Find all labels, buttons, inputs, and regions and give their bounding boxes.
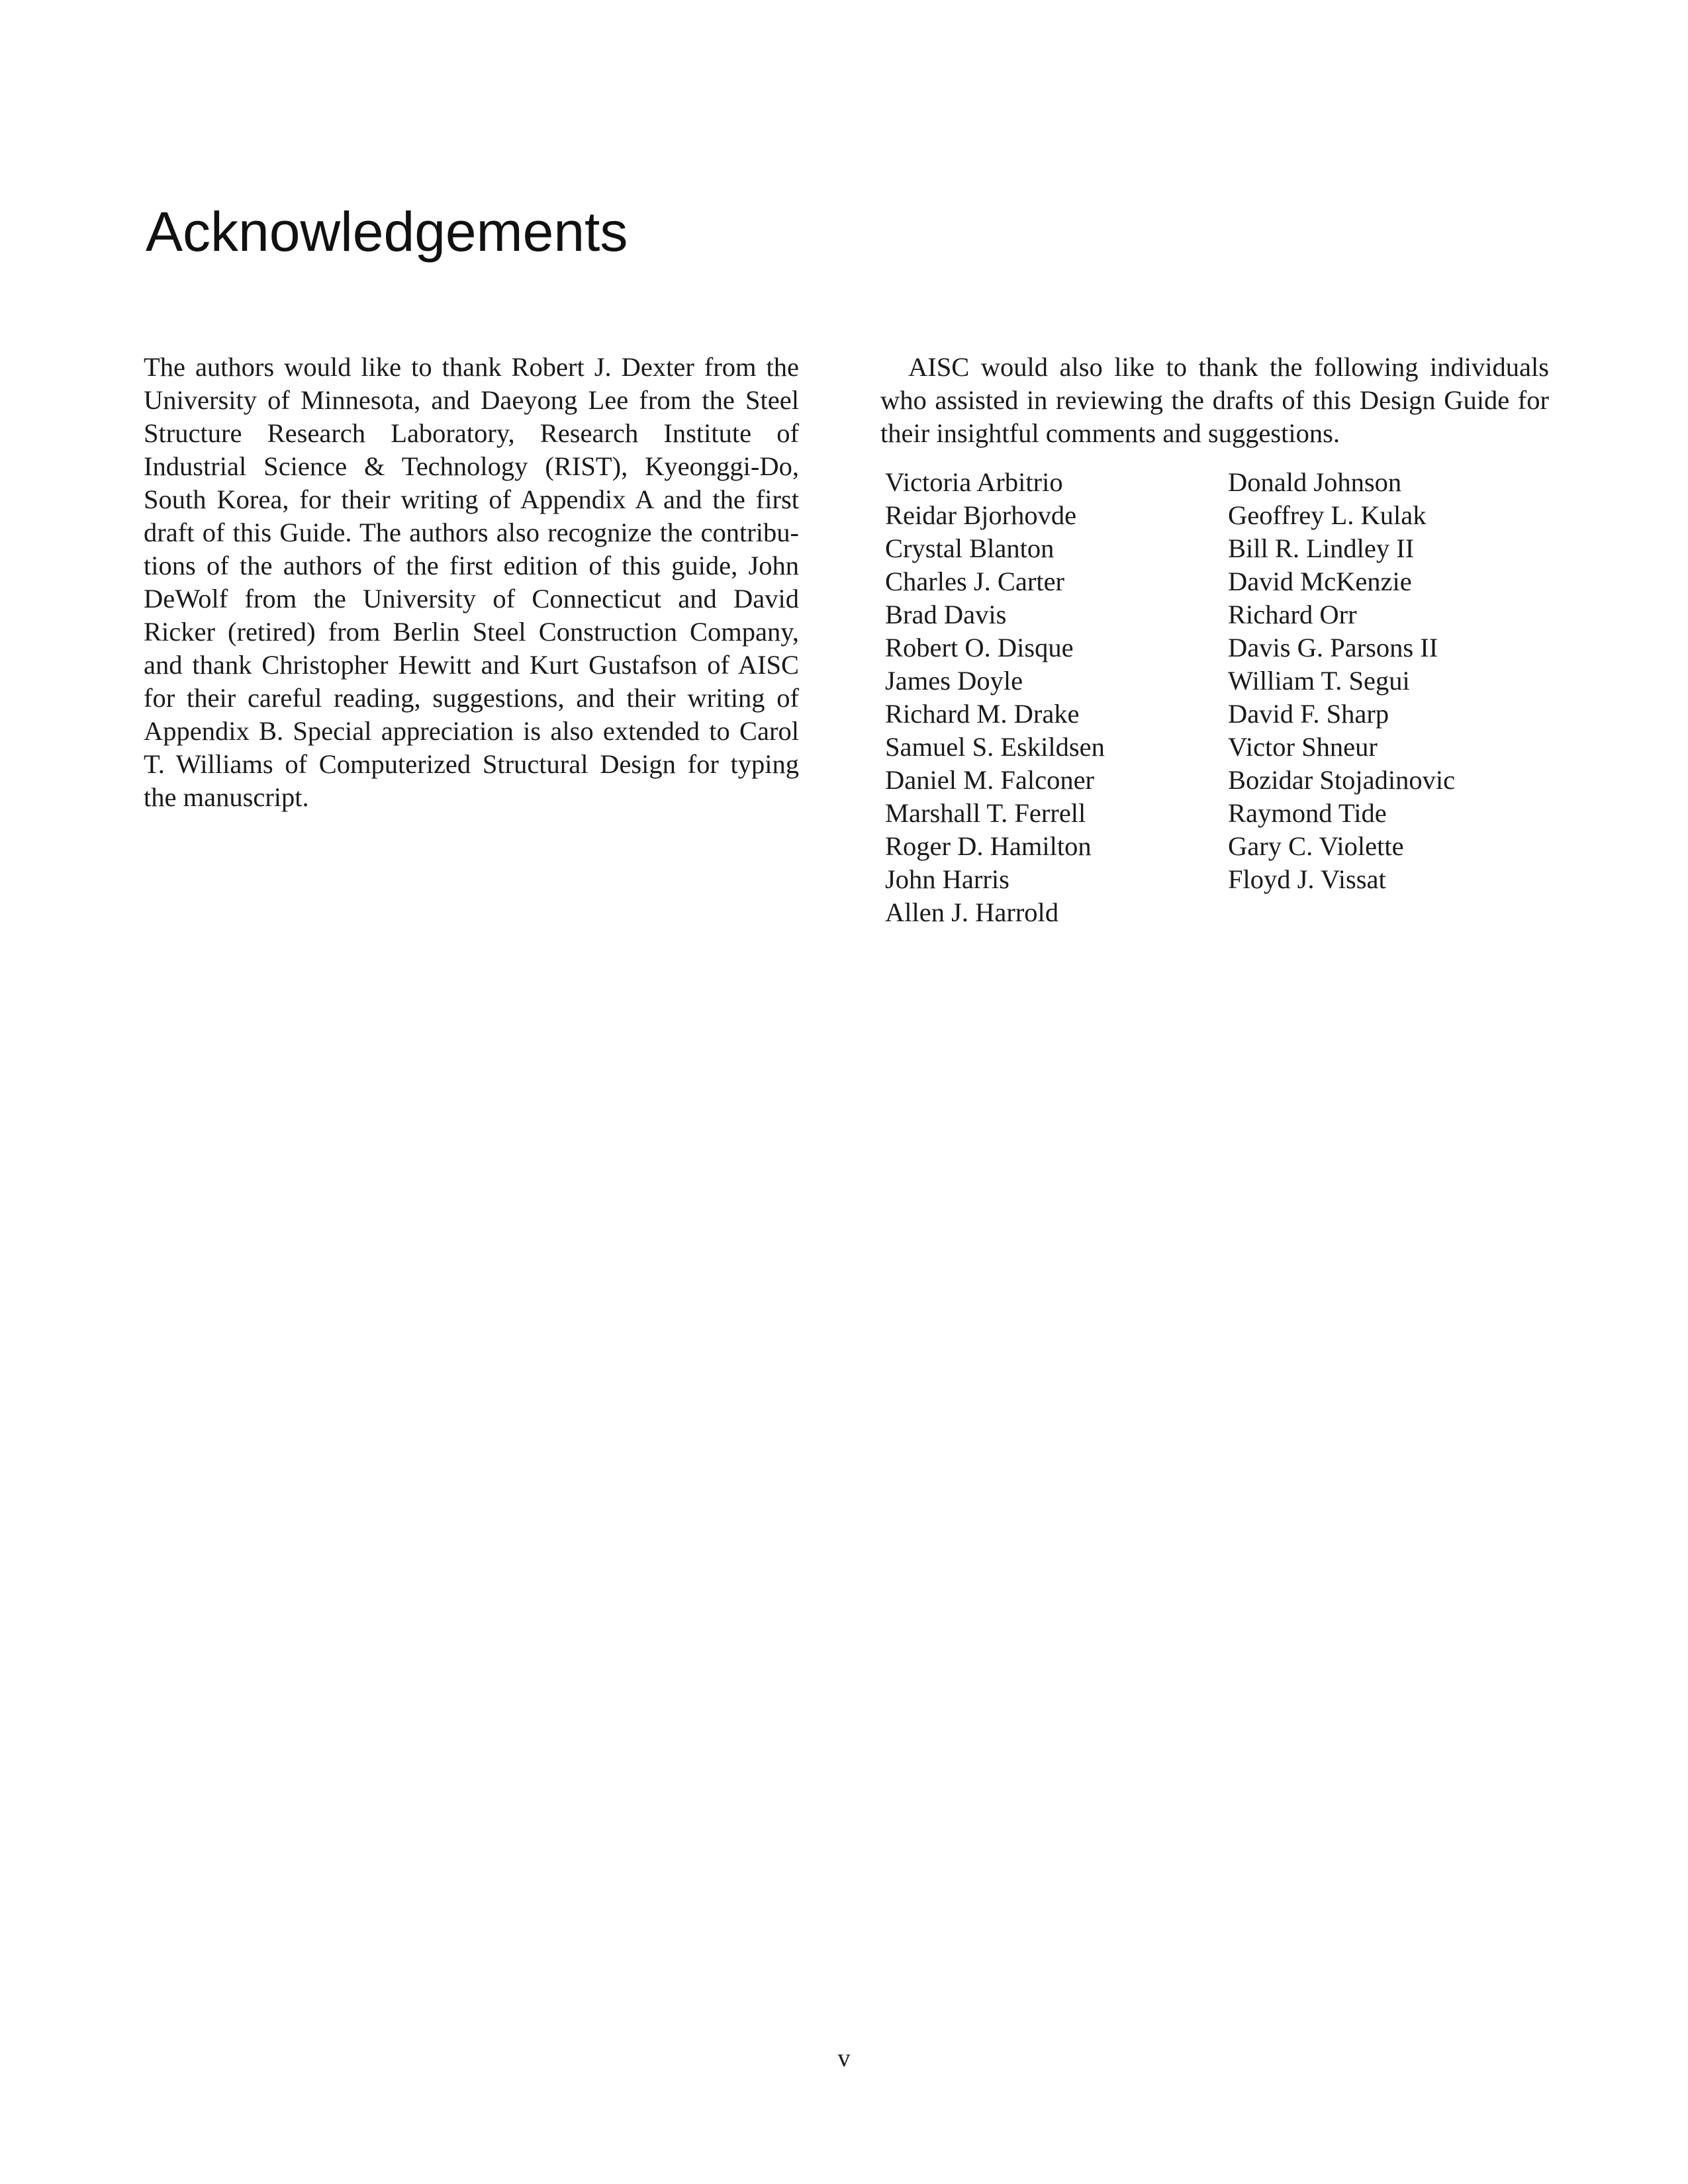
reviewer-name: Robert O. Disque <box>885 633 1074 662</box>
acknowledgement-paragraph: The authors would like to thank Robert J. Dexter from the University of Minnesota, and Daeyong Lee from the Steel Structure Research Laboratory, Research Institute of Industrial Science & Technology (RIST), Kyeonggi-Do, South Korea, for their writing of Appendix A and the first draft of this Guide. The authors also recognize the contributions of the authors of the first edition of this guide, John DeWolf from the University of Connecticut and David Ricker (retired) from Berlin Steel Construction Company, and thank Christopher Hewitt and Kurt Gustafson of AISC for their careful reading, suggestions, and their writing of Appendix B. Special appreciation is also extended to Carol T. Williams of Computerized Structural Design for typing the manuscript. <box>144 352 799 812</box>
left-column <box>144 351 799 814</box>
reviewer-list <box>885 466 1549 929</box>
reviewer-name: Crystal Blanton <box>885 533 1055 563</box>
reviewer-name: Reidar Bjorhovde <box>885 500 1077 530</box>
reviewer-name: William T. Segui <box>1228 666 1410 696</box>
reviewer-name: Victor Shneur <box>1228 732 1378 762</box>
reviewer-name: Raymond Tide <box>1228 798 1387 828</box>
reviewer-name: Floyd J. Vissat <box>1228 864 1386 894</box>
right-column <box>880 351 1549 929</box>
reviewer-name: John Harris <box>885 864 1009 894</box>
reviewer-name: Bozidar Stojadinovic <box>1228 765 1456 795</box>
reviewer-name: James Doyle <box>885 666 1023 696</box>
reviewer-name: Brad Davis <box>885 600 1007 629</box>
reviewer-name: David F. Sharp <box>1228 699 1389 729</box>
reviewer-name: Geoffrey L. Kulak <box>1228 500 1427 530</box>
reviewer-name: Samuel S. Eskildsen <box>885 732 1105 762</box>
reviewer-name: Charles J. Carter <box>885 567 1065 596</box>
reviewer-column-2 <box>1228 466 1455 929</box>
reviewers-intro: AISC would also like to thank the following individuals who assisted in reviewing the drafts of this Design Guide for their insightful comments and suggestions. <box>880 352 1549 448</box>
reviewer-name: David McKenzie <box>1228 567 1412 596</box>
page-title: Acknowledgements <box>146 201 628 263</box>
page-number: v <box>837 2044 851 2072</box>
reviewer-name: Richard Orr <box>1228 600 1357 629</box>
reviewer-name: Daniel M. Falconer <box>885 765 1095 795</box>
reviewer-name: Bill R. Lindley II <box>1228 533 1415 563</box>
reviewer-name: Victoria Arbitrio <box>885 467 1063 497</box>
reviewer-name: Marshall T. Ferrell <box>885 798 1086 828</box>
reviewer-name: Richard M. Drake <box>885 699 1080 729</box>
reviewer-name: Allen J. Harrold <box>885 897 1059 927</box>
reviewer-name: Roger D. Hamilton <box>885 831 1092 861</box>
reviewer-column-1 <box>885 466 1228 929</box>
reviewer-name: Donald Johnson <box>1228 467 1402 497</box>
reviewer-name: Davis G. Parsons II <box>1228 633 1438 662</box>
reviewer-name: Gary C. Violette <box>1228 831 1404 861</box>
